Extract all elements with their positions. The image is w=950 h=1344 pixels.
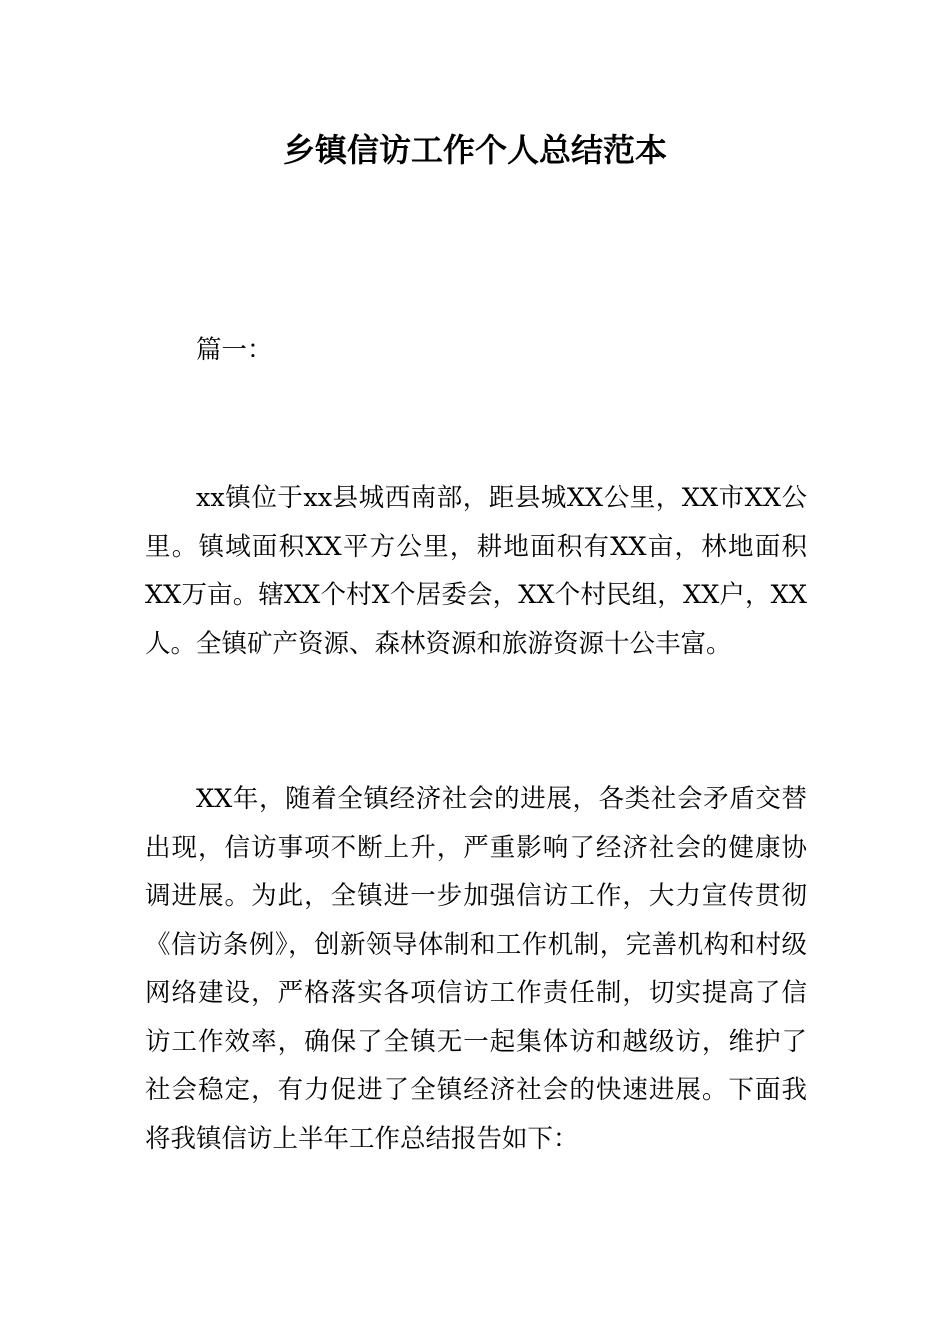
document-title: 乡镇信访工作个人总结范本 (282, 131, 667, 169)
paragraph-2: XX年，随着全镇经济社会的进展，各类社会矛盾交替出现，信访事项不断上升，严重影响了经济社会的健康协调进展。为此，全镇进一步加强信访工作，大力宣传贯彻《信访条例》，创新领导体制和工作机制，完善机构和村级网络建设，严格落实各项信访工作责任制，切实提高了信访工作效率，确保了全镇无一起集体访和越级访，维护了社会稳定，有力促进了全镇经济社会的快速进展。下面我将我镇信访上半年工作总结报告如下： (145, 784, 807, 1154)
paragraph-1: xx镇位于xx县城西南部，距县城XX公里，XX市XX公里。镇域面积XX平方公里，耕地面积有XX亩，林地面积XX万亩。辖XX个村X个居委会，XX个村民组，XX户，XX人。全镇矿产资源、森林资源和旅游资源十公丰富。 (145, 483, 807, 659)
section-label: 篇一： (196, 335, 273, 365)
